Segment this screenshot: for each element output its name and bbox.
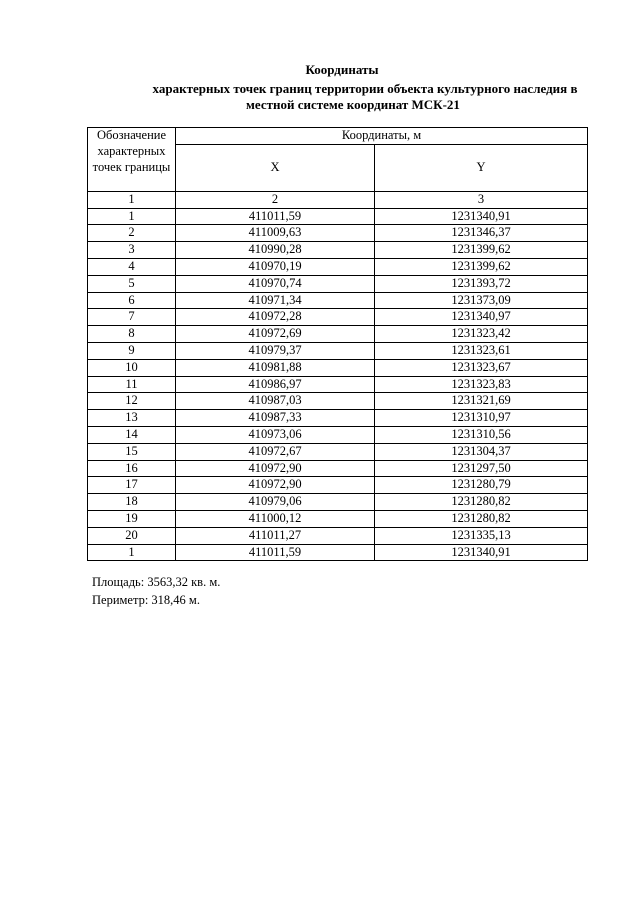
point-cell: 11 <box>88 376 176 393</box>
table-row <box>88 426 588 443</box>
point-cell: 7 <box>88 309 176 326</box>
x-coordinate-cell: 410987,03 <box>176 393 375 410</box>
point-cell: 1 <box>88 544 176 561</box>
point-cell: 13 <box>88 410 176 427</box>
table-row <box>88 342 588 359</box>
table-row <box>88 326 588 343</box>
x-coordinate-cell: 410987,33 <box>176 410 375 427</box>
x-coordinate-cell: 410981,88 <box>176 359 375 376</box>
y-coordinate-cell: 1231340,91 <box>375 208 588 225</box>
point-cell: 18 <box>88 494 176 511</box>
x-coordinate-cell: 411000,12 <box>176 510 375 527</box>
coordinates-table <box>87 127 588 561</box>
point-cell: 12 <box>88 393 176 410</box>
table-row <box>88 410 588 427</box>
table-row <box>88 225 588 242</box>
table-row <box>88 544 588 561</box>
y-coordinate-cell: 1231346,37 <box>375 225 588 242</box>
point-cell: 19 <box>88 510 176 527</box>
y-coordinate-cell: 1231335,13 <box>375 527 588 544</box>
document-title: Координаты <box>305 62 379 77</box>
table-row <box>88 393 588 410</box>
document-subtitle-line-2: местной системе координат МСК-21 <box>246 97 460 112</box>
y-coordinate-cell: 1231323,42 <box>375 326 588 343</box>
header-coordinates: Координаты, м <box>176 128 588 145</box>
point-cell: 9 <box>88 342 176 359</box>
x-coordinate-cell: 410970,74 <box>176 275 375 292</box>
x-coordinate-cell: 410972,90 <box>176 477 375 494</box>
x-coordinate-cell: 410979,06 <box>176 494 375 511</box>
x-coordinate-cell: 411009,63 <box>176 225 375 242</box>
column-number-1: 1 <box>88 191 176 208</box>
column-number-2: 2 <box>176 191 375 208</box>
x-coordinate-cell: 410972,69 <box>176 326 375 343</box>
y-coordinate-cell: 1231399,62 <box>375 258 588 275</box>
point-cell: 6 <box>88 292 176 309</box>
x-coordinate-cell: 410973,06 <box>176 426 375 443</box>
document-subtitle-line-1: характерных точек границ территории объекта культурного наследия в <box>152 81 578 96</box>
column-number-3: 3 <box>375 191 588 208</box>
table-body <box>88 208 588 561</box>
y-coordinate-cell: 1231280,82 <box>375 494 588 511</box>
table-row <box>88 292 588 309</box>
x-coordinate-cell: 410972,90 <box>176 460 375 477</box>
perimeter-summary: Периметр: 318,46 м. <box>92 593 200 607</box>
table-row <box>88 359 588 376</box>
point-cell: 20 <box>88 527 176 544</box>
point-cell: 2 <box>88 225 176 242</box>
table-row <box>88 309 588 326</box>
y-coordinate-cell: 1231340,97 <box>375 309 588 326</box>
table-row <box>88 510 588 527</box>
y-coordinate-cell: 1231399,62 <box>375 242 588 259</box>
y-coordinate-cell: 1231323,83 <box>375 376 588 393</box>
header-x: X <box>176 144 375 191</box>
y-coordinate-cell: 1231393,72 <box>375 275 588 292</box>
point-cell: 15 <box>88 443 176 460</box>
x-coordinate-cell: 411011,59 <box>176 208 375 225</box>
header-point-designation: Обозначение характерных точек границы <box>88 128 176 192</box>
table-row <box>88 494 588 511</box>
table-header <box>88 128 588 209</box>
x-coordinate-cell: 410970,19 <box>176 258 375 275</box>
point-cell: 17 <box>88 477 176 494</box>
y-coordinate-cell: 1231321,69 <box>375 393 588 410</box>
table-row <box>88 376 588 393</box>
x-coordinate-cell: 410972,28 <box>176 309 375 326</box>
x-coordinate-cell: 410986,97 <box>176 376 375 393</box>
point-cell: 3 <box>88 242 176 259</box>
column-numbering-row <box>88 191 588 208</box>
table-row <box>88 460 588 477</box>
table-row <box>88 477 588 494</box>
point-cell: 10 <box>88 359 176 376</box>
y-coordinate-cell: 1231304,37 <box>375 443 588 460</box>
y-coordinate-cell: 1231297,50 <box>375 460 588 477</box>
header-y: Y <box>375 144 588 191</box>
y-coordinate-cell: 1231323,61 <box>375 342 588 359</box>
x-coordinate-cell: 410971,34 <box>176 292 375 309</box>
y-coordinate-cell: 1231310,97 <box>375 410 588 427</box>
point-cell: 8 <box>88 326 176 343</box>
y-coordinate-cell: 1231310,56 <box>375 426 588 443</box>
table-row <box>88 242 588 259</box>
table-row <box>88 208 588 225</box>
x-coordinate-cell: 410979,37 <box>176 342 375 359</box>
x-coordinate-cell: 411011,27 <box>176 527 375 544</box>
x-coordinate-cell: 410972,67 <box>176 443 375 460</box>
table-row <box>88 527 588 544</box>
point-cell: 5 <box>88 275 176 292</box>
y-coordinate-cell: 1231280,82 <box>375 510 588 527</box>
x-coordinate-cell: 411011,59 <box>176 544 375 561</box>
point-cell: 16 <box>88 460 176 477</box>
point-cell: 4 <box>88 258 176 275</box>
area-summary: Площадь: 3563,32 кв. м. <box>92 575 221 589</box>
y-coordinate-cell: 1231323,67 <box>375 359 588 376</box>
header-row-top <box>88 128 588 145</box>
x-coordinate-cell: 410990,28 <box>176 242 375 259</box>
y-coordinate-cell: 1231373,09 <box>375 292 588 309</box>
y-coordinate-cell: 1231280,79 <box>375 477 588 494</box>
table-row <box>88 258 588 275</box>
table-row <box>88 275 588 292</box>
table-row <box>88 443 588 460</box>
point-cell: 14 <box>88 426 176 443</box>
y-coordinate-cell: 1231340,91 <box>375 544 588 561</box>
point-cell: 1 <box>88 208 176 225</box>
